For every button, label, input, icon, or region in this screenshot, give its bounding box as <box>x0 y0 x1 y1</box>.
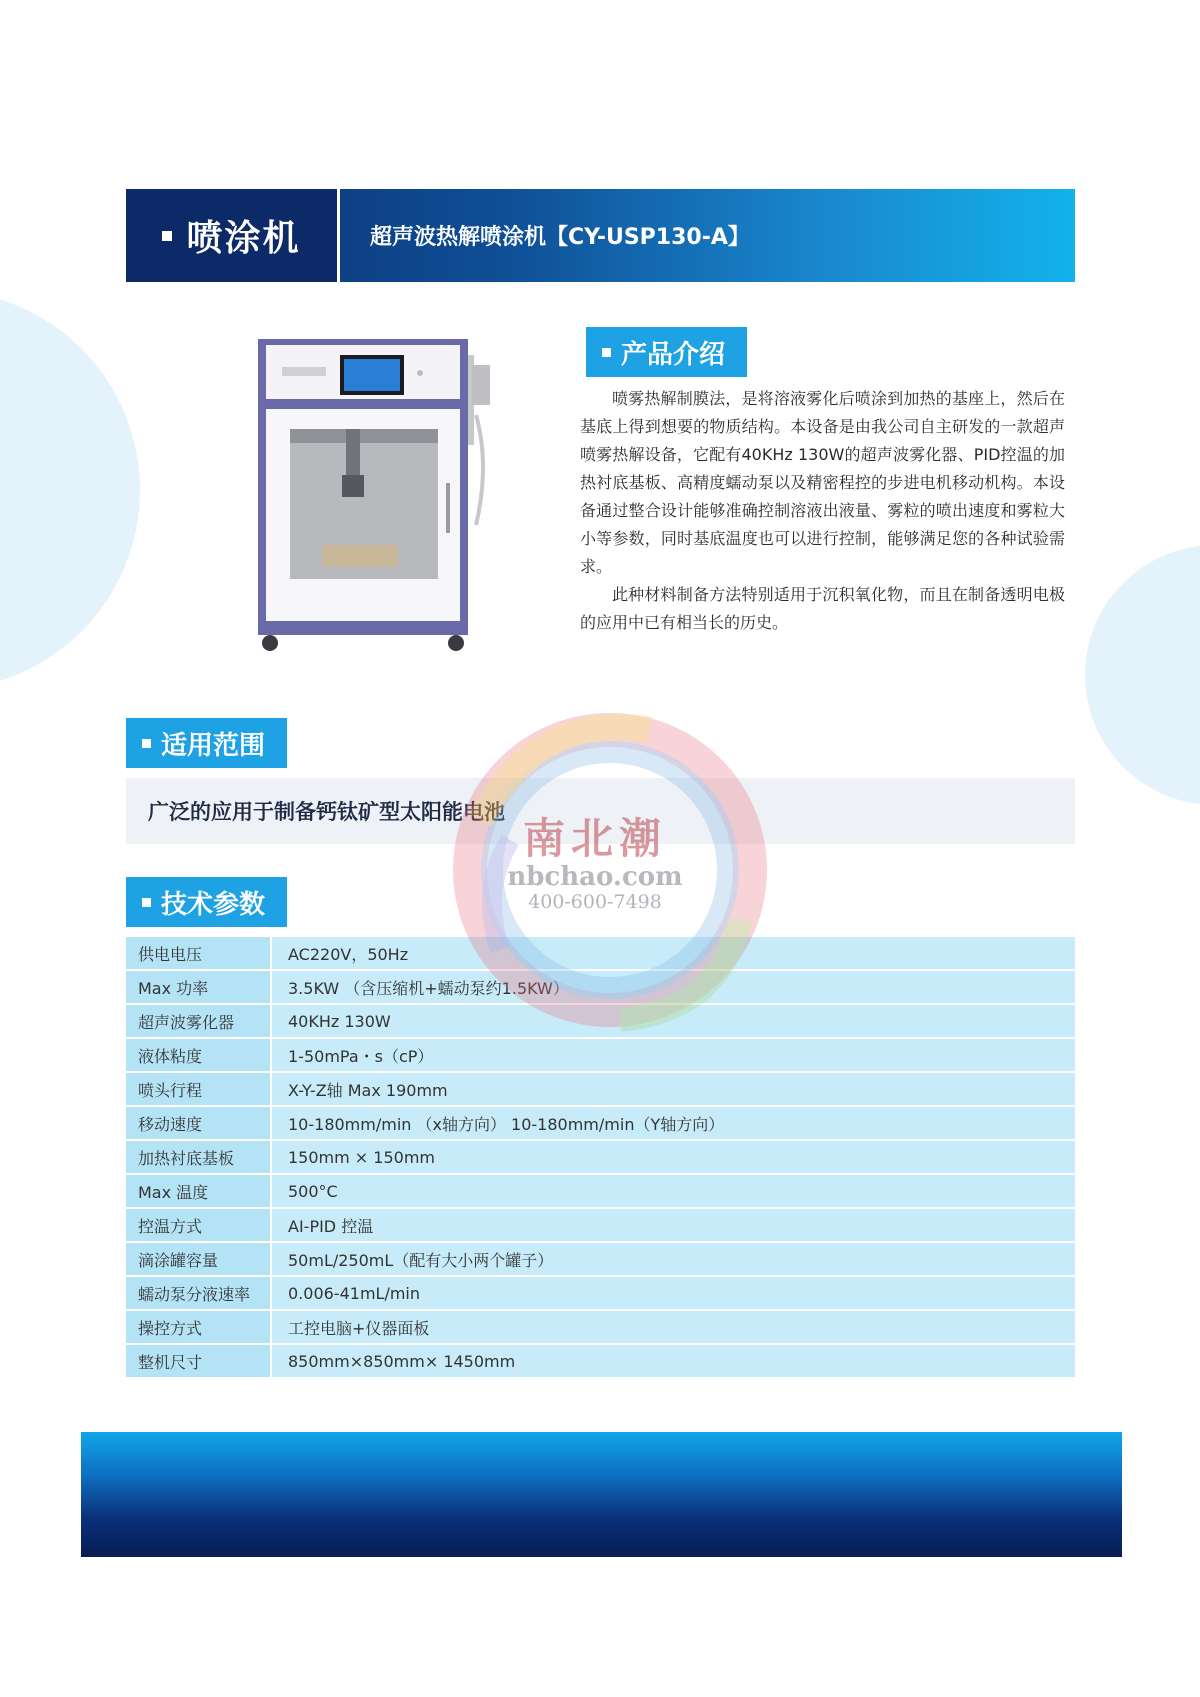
power-button <box>417 370 423 376</box>
intro-heading: 产品介绍 <box>621 339 726 370</box>
spray-nozzle <box>342 475 364 497</box>
spec-key: 液体粘度 <box>126 1038 271 1072</box>
table-row <box>126 1208 1075 1242</box>
spec-key: Max 功率 <box>126 970 271 1004</box>
spec-key: 滴涂罐容量 <box>126 1242 271 1276</box>
intro-paragraph-2: 此种材料制备方法特别适用于沉积氧化物，而且在制备透明电极的应用中已有相当长的历史。 <box>580 585 1065 632</box>
watermark-brand: 南北潮 <box>522 814 667 863</box>
table-row <box>126 1310 1075 1344</box>
bullet-square-icon <box>162 231 172 241</box>
table-row <box>126 1174 1075 1208</box>
watermark-site: nbchao.com <box>507 862 683 892</box>
caster-wheel-right <box>448 635 464 651</box>
door-handle <box>446 483 450 533</box>
spec-key: 超声波雾化器 <box>126 1004 271 1038</box>
spec-key: Max 温度 <box>126 1174 271 1208</box>
spec-key: 移动速度 <box>126 1106 271 1140</box>
machine-label-plate <box>282 367 326 376</box>
spec-value: 工控电脑+仪器面板 <box>271 1310 1075 1344</box>
range-heading-tag <box>126 718 287 768</box>
bullet-square-icon <box>142 898 151 907</box>
spec-value: 50mL/250mL（配有大小两个罐子） <box>271 1242 1075 1276</box>
page-title: 喷涂机 <box>186 218 301 259</box>
specs-heading: 技术参数 <box>161 889 266 920</box>
spec-value: 40KHz 130W <box>271 1004 1075 1038</box>
spec-value: 150mm × 150mm <box>271 1140 1075 1174</box>
spec-value: AC220V，50Hz <box>271 937 1075 970</box>
spec-value: X-Y-Z轴 Max 190mm <box>271 1072 1075 1106</box>
spec-key: 整机尺寸 <box>126 1344 271 1378</box>
spec-key: 加热衬底基板 <box>126 1140 271 1174</box>
table-row <box>126 1072 1075 1106</box>
product-intro <box>580 385 1065 637</box>
bullet-square-icon <box>142 739 151 748</box>
gantry-rail <box>290 429 438 443</box>
spec-value: 500°C <box>271 1174 1075 1208</box>
bullet-square-icon <box>602 348 611 357</box>
spec-key: 喷头行程 <box>126 1072 271 1106</box>
header-banner <box>126 189 1075 282</box>
footer-bar <box>81 1432 1122 1557</box>
spec-value: 0.006-41mL/min <box>271 1276 1075 1310</box>
table-row <box>126 1140 1075 1174</box>
watermark-phone: 400-600-7498 <box>528 891 662 913</box>
heating-substrate-plate <box>322 545 398 567</box>
spec-key: 控温方式 <box>126 1208 271 1242</box>
intro-heading-tag <box>586 327 747 377</box>
decorative-arc-right <box>1085 545 1200 805</box>
specs-heading-tag <box>126 877 287 927</box>
table-row <box>126 1242 1075 1276</box>
spec-key: 操控方式 <box>126 1310 271 1344</box>
range-text: 广泛的应用于制备钙钛矿型太阳能电池 <box>148 800 505 824</box>
feed-line <box>476 415 483 525</box>
spec-key: 供电电压 <box>126 937 271 970</box>
table-row <box>126 1344 1075 1378</box>
caster-wheel-left <box>262 635 278 651</box>
spray-coater-machine-image <box>250 325 510 655</box>
decorative-arc-left <box>0 290 140 690</box>
spec-value: 850mm×850mm× 1450mm <box>271 1344 1075 1378</box>
spec-value: 1-50mPa・s（cP） <box>271 1038 1075 1072</box>
spec-value: 3.5KW （含压缩机+蠕动泵约1.5KW） <box>271 970 1075 1004</box>
touch-screen-display <box>344 359 400 391</box>
table-row <box>126 1106 1075 1140</box>
spec-value: 10-180mm/min （x轴方向） 10-180mm/min（Y轴方向） <box>271 1106 1075 1140</box>
product-model-title: 超声波热解喷涂机【CY-USP130-A】 <box>370 225 750 250</box>
spec-value: AI-PID 控温 <box>271 1208 1075 1242</box>
spec-key: 蠕动泵分液速率 <box>126 1276 271 1310</box>
range-heading: 适用范围 <box>161 730 266 761</box>
watermark-text <box>480 815 710 913</box>
intro-paragraph-1: 喷雾热解制膜法，是将溶液雾化后喷涂到加热的基座上，然后在基底上得到想要的物质结构。本设备是由我公司自主研发的一款超声喷雾热解设备，它配有40KHz 130W的超声波雾化器、PID控温的加热衬底基板、高精度蠕动泵以及精密程控的步进电机移动机构。本设备通过整合设计能够准确控制溶液出液量、雾粒的喷出速度和雾粒大小等参数，同时基底温度也可以进行控制，能够满足您的各种试验需求。 <box>580 389 1065 576</box>
syringe-pump <box>472 365 490 405</box>
table-row <box>126 1276 1075 1310</box>
header-title-block <box>126 189 340 282</box>
